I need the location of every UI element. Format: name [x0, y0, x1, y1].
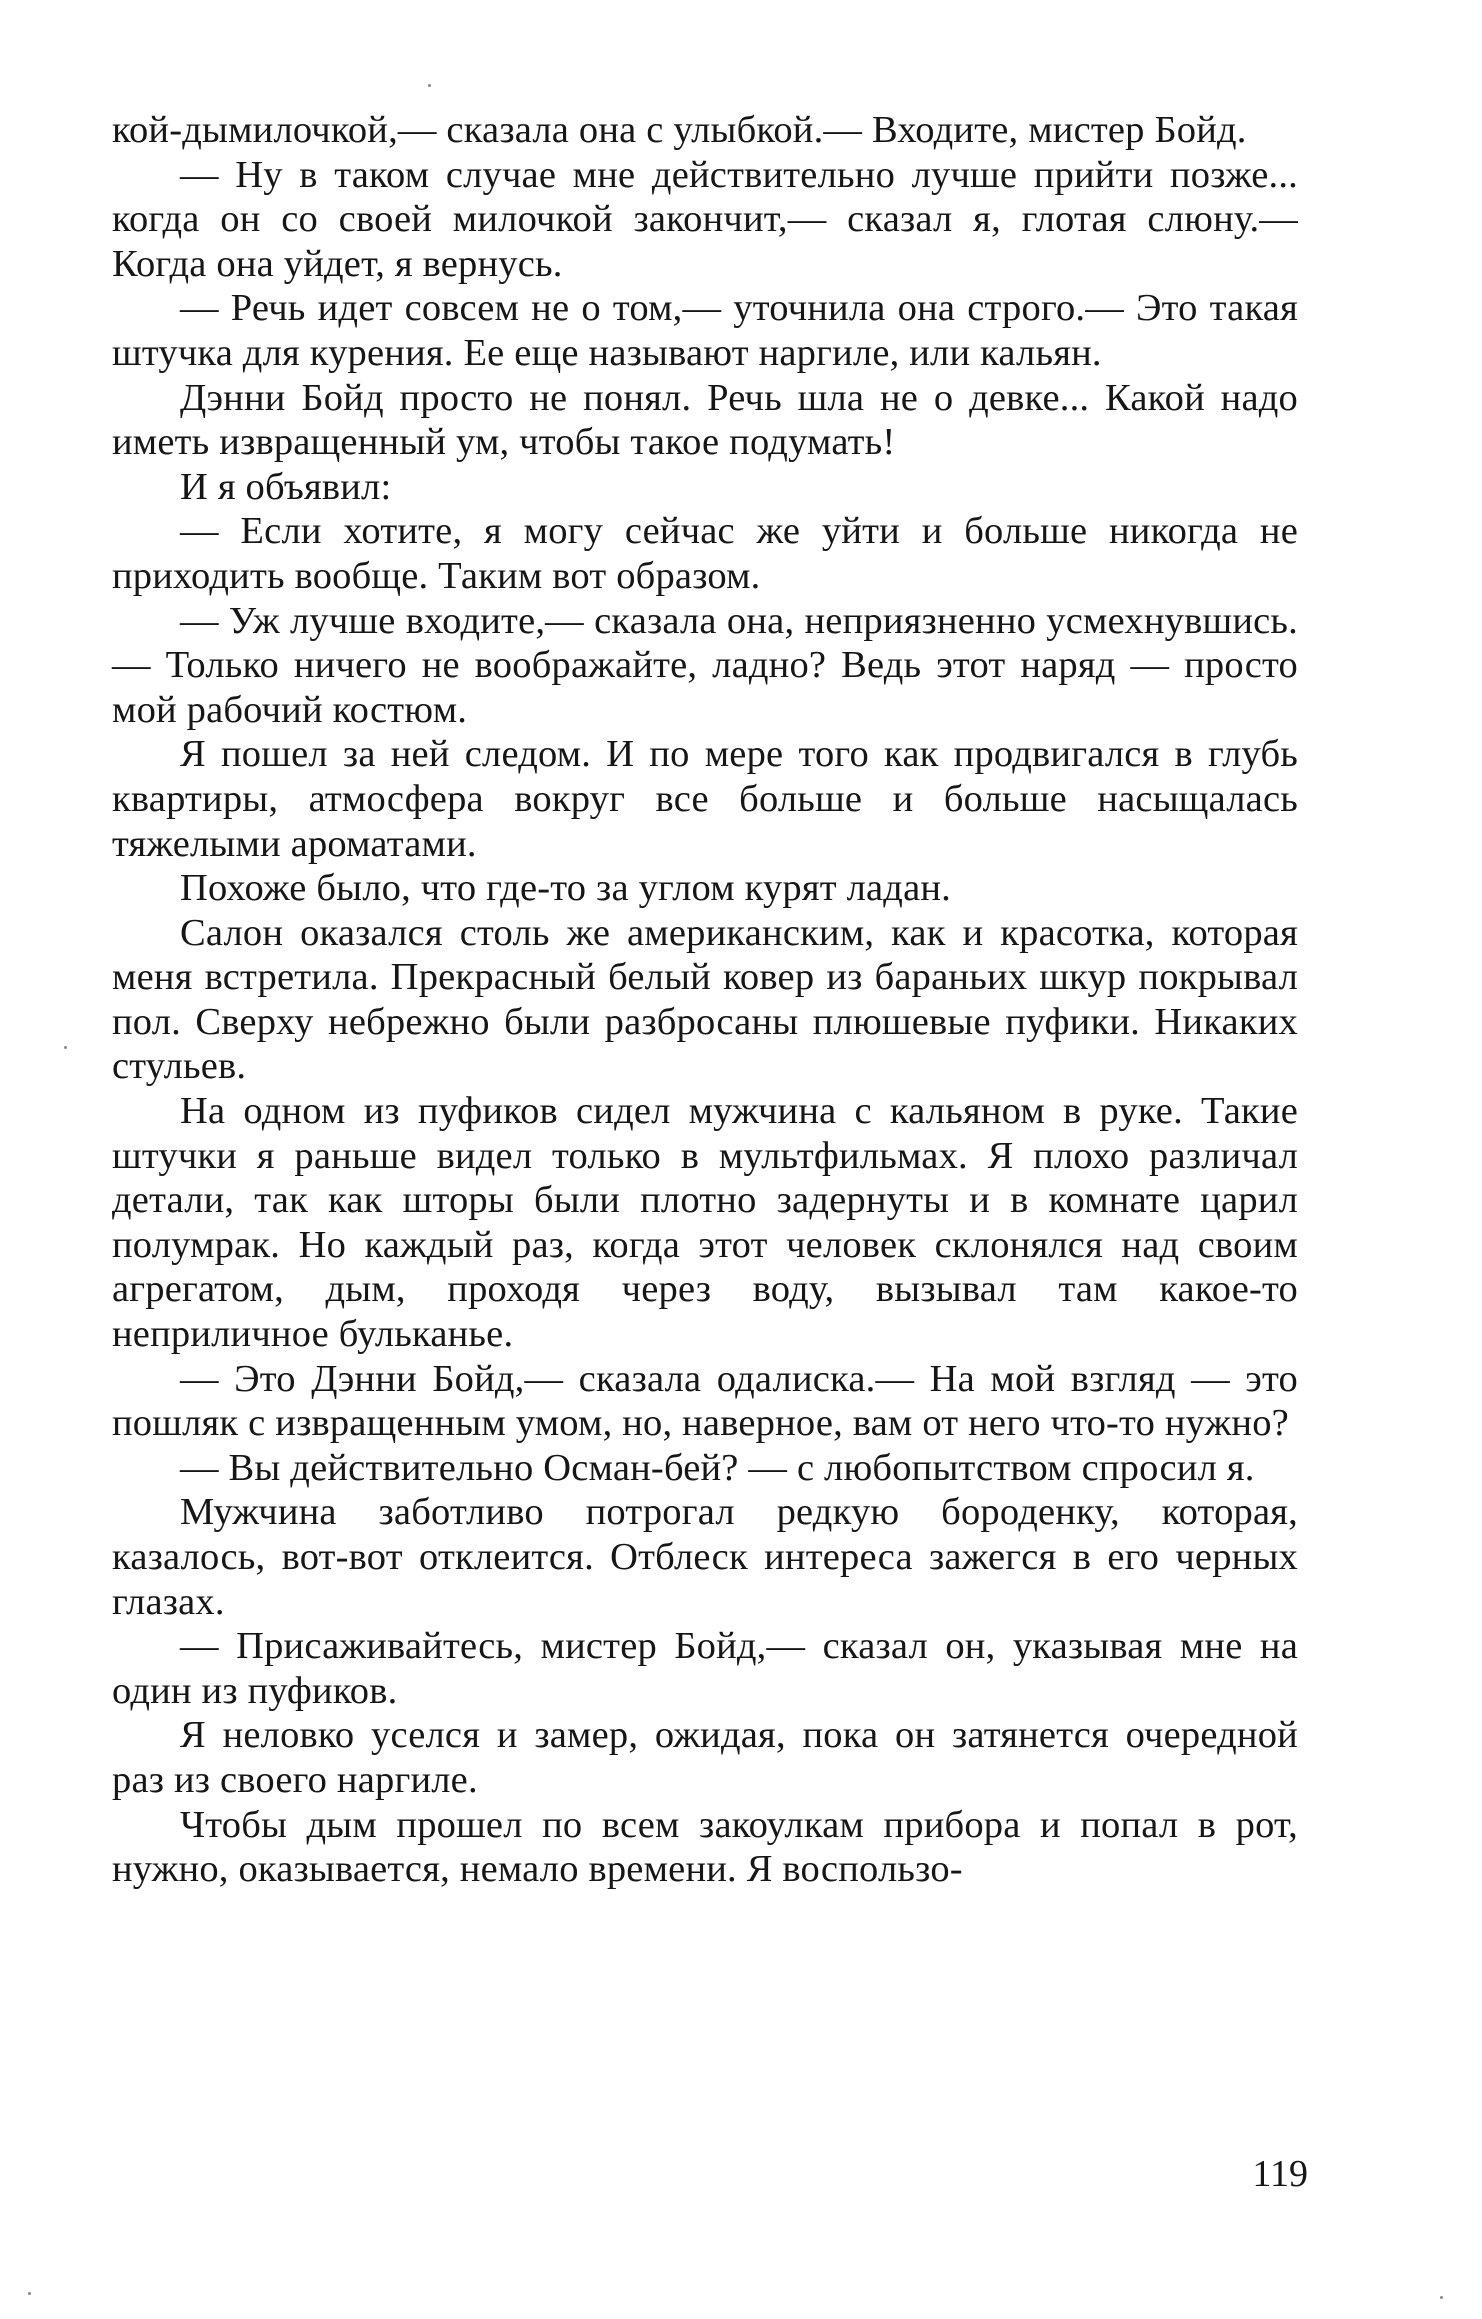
paragraph: Чтобы дым прошел по всем закоулкам прибора и попал в рот, нужно, оказывается, немало времени. Я воспользо-: [112, 1803, 1298, 1891]
scan-speck: [1440, 2296, 1443, 2299]
paragraph: — Вы действительно Осман-бей? — с любопытством спросил я.: [180, 1446, 1255, 1489]
scan-speck: [64, 1046, 67, 1049]
paragraph: — Уж лучше входите,— сказала она, неприязненно усмехнувшись.— Только ничего не воображайте, ладно? Ведь этот наряд — просто мой рабочий костюм.: [112, 599, 1298, 731]
paragraph: Я неловко уселся и замер, ожидая, пока он затянется очередной раз из своего наргиле.: [112, 1714, 1298, 1801]
paragraph: Салон оказался столь же американским, как и красотка, которая меня встретила. Прекрасный белый ковер из бараньих шкур покрывал пол. Сверху небрежно были разбросаны плюшевые пуфики. Никаких стульев.: [112, 911, 1298, 1088]
paragraph: Я пошел за ней следом. И по мере того как продвигался в глубь квартиры, атмосфера вокруг все больше и больше насыщалась тяжелыми ароматами.: [112, 733, 1298, 865]
paragraph: Мужчина заботливо потрогал редкую бороденку, которая, казалось, вот-вот отклеится. Отблеск интереса зажегся в его черных глазах.: [112, 1491, 1298, 1623]
paragraph: И я объявил:: [180, 465, 392, 508]
page-number: 119: [1252, 2153, 1308, 2195]
paragraph: На одном из пуфиков сидел мужчина с кальяном в руке. Такие штучки я раньше видел только в мультфильмах. Я плохо различал детали, так как шторы были плотно задернуты и в комнате царил полумрак. Но каждый раз, когда этот человек склонялся над своим агрегатом, дым, проходя через воду, вызывал там какое-то неприличное бульканье.: [112, 1090, 1298, 1356]
paragraph: Похоже было, что где-то за углом курят ладан.: [180, 867, 952, 910]
paragraph: — Это Дэнни Бойд,— сказала одалиска.— На мой взгляд — это пошляк с извращенным умом, но, наверное, вам от него что-то нужно?: [112, 1357, 1298, 1445]
scan-speck: [28, 2292, 31, 2295]
body-text: [112, 108, 1298, 1892]
paragraph: — Речь идет совсем не о том,— уточнила она строго.— Это такая штучка для курения. Ее еще называют наргиле, или кальян.: [112, 287, 1298, 374]
scan-speck: [428, 84, 431, 87]
paragraph: — Ну в таком случае мне действительно лучше прийти позже... когда он со своей милочкой закончит,— сказал я, глотая слюну.— Когда она уйдет, я вернусь.: [112, 153, 1298, 285]
paragraph: — Если хотите, я могу сейчас же уйти и больше никогда не приходить вообще. Таким вот образом.: [112, 510, 1298, 597]
paragraph: кой-дымилочкой,— сказала она с улыбкой.— Входите, мистер Бойд.: [112, 109, 1247, 151]
paragraph: — Присаживайтесь, мистер Бойд,— сказал он, указывая мне на один из пуфиков.: [112, 1625, 1298, 1712]
paragraph: Дэнни Бойд просто не понял. Речь шла не о девке... Какой надо иметь извращенный ум, чтобы такое подумать!: [112, 376, 1298, 464]
